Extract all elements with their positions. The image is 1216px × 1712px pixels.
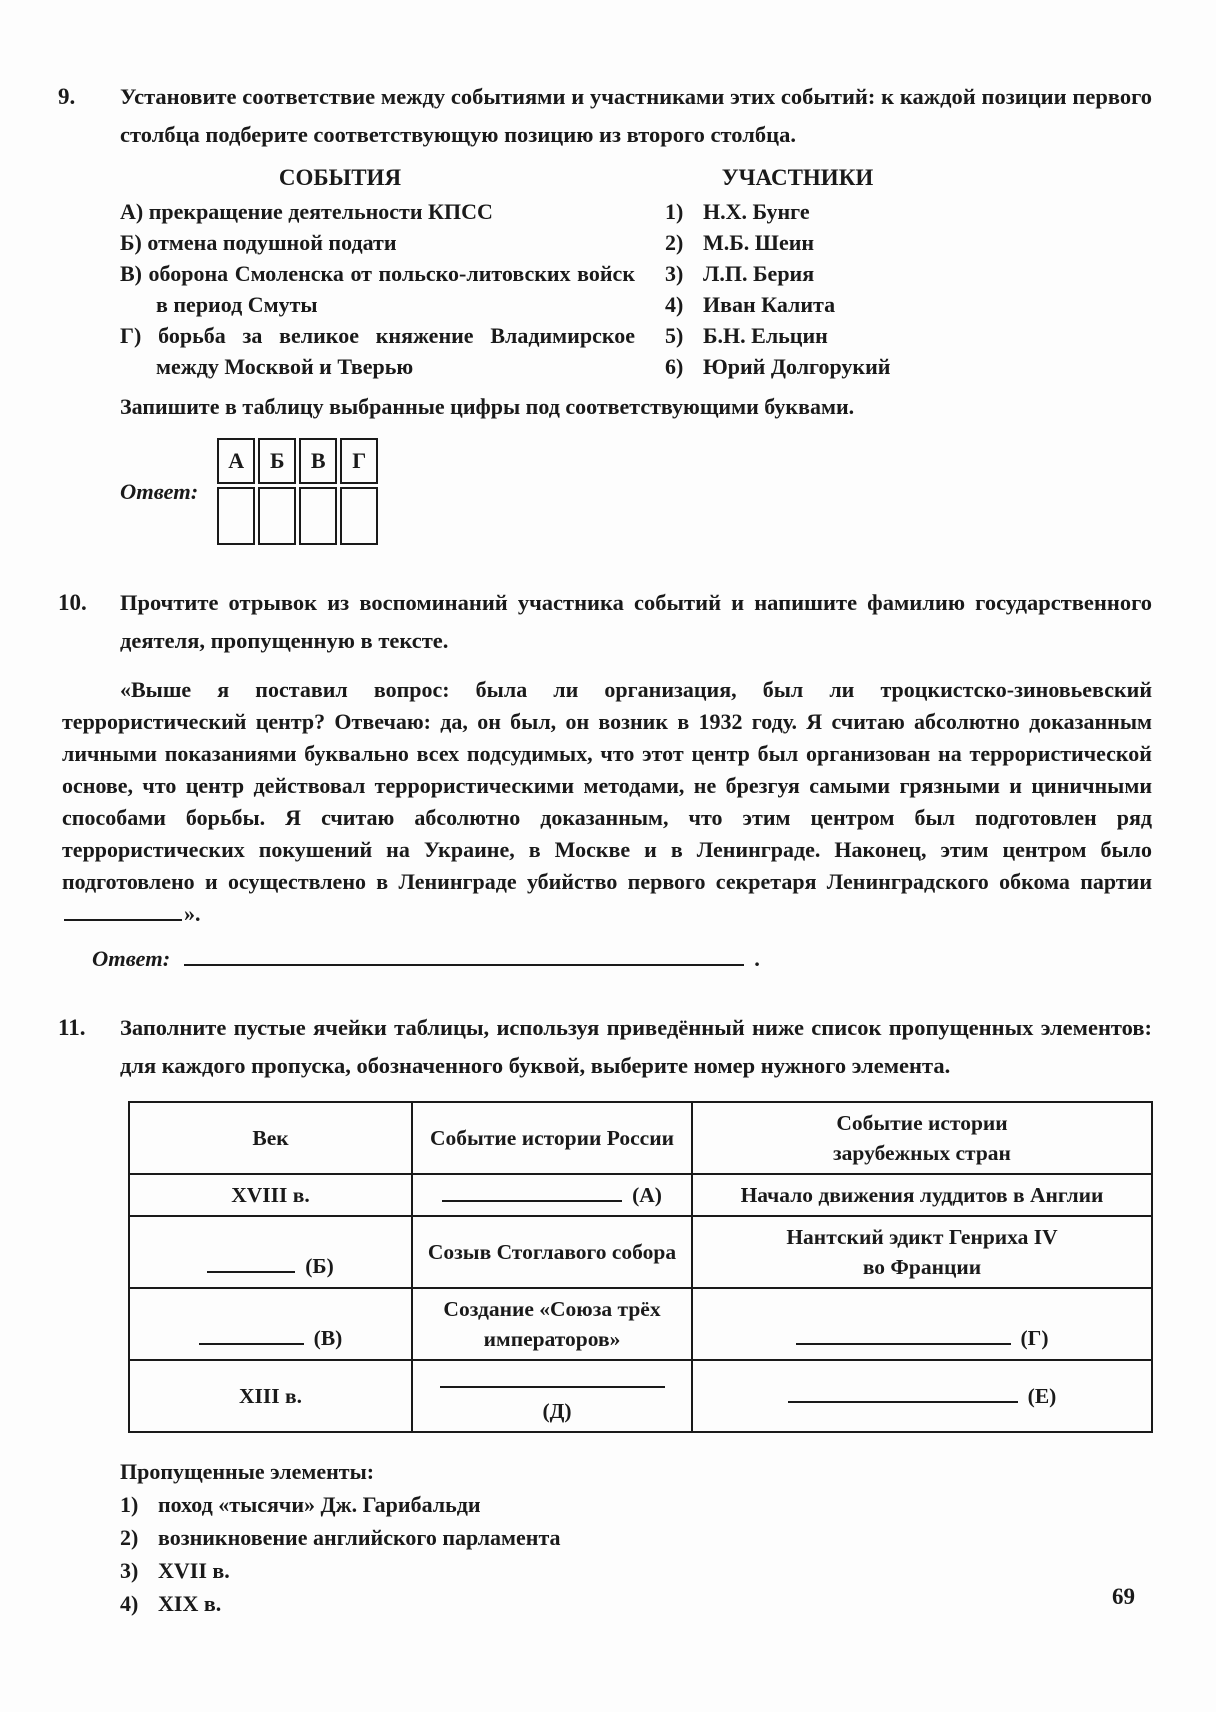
missing-element-item: 3) XVII в.	[120, 1554, 1152, 1587]
question-prompt: Заполните пустые ячейки таблицы, используя приведённый ниже список пропущенных элементов: для каждого пропуска, обозначенного буквой, выберите номер нужного элемента.	[120, 1015, 1152, 1078]
fill-blank	[442, 1183, 622, 1202]
missing-element-item: 1) поход «тысячи» Дж. Гарибальди	[120, 1488, 1152, 1521]
passage-closing: ».	[184, 901, 201, 926]
matching-columns	[120, 162, 1152, 382]
q11-table-body	[129, 1102, 1152, 1432]
participant-item: 1) Н.Х. Бунге	[665, 196, 930, 227]
answer-header-cell: В	[299, 438, 337, 484]
answer-empty-cell	[258, 487, 296, 545]
table-cell	[692, 1288, 1152, 1360]
table-row	[129, 1174, 1152, 1216]
answer-header-cell: А	[217, 438, 255, 484]
q9-answer-block	[120, 435, 1152, 548]
fill-blank	[207, 1254, 295, 1273]
fill-blank	[796, 1326, 1011, 1345]
event-item: Г) борьба за великое княжение Владимирское между Москвой и Тверью	[120, 323, 635, 379]
table-cell: Нантский эдикт Генриха IV во Франции	[692, 1216, 1152, 1288]
q10-answer-line	[92, 942, 1152, 975]
question-11	[58, 1009, 1152, 1620]
answer-empty-cell	[217, 487, 255, 545]
answer-header-row	[217, 438, 378, 484]
answer-blank	[184, 945, 744, 966]
table-cell	[129, 1288, 412, 1360]
participant-item: 3) Л.П. Берия	[665, 258, 930, 289]
answer-label: Ответ:	[120, 478, 199, 504]
event-item: Б) отмена подушной подати	[120, 230, 397, 255]
fill-blank	[199, 1326, 304, 1345]
passage-text: «Выше я поставил вопрос: была ли организация, был ли троцкистско-зиновьевский террористический центр? Отвечаю: да, он был, он возник в 1932 году. Я считаю абсолютно доказанным личными показаниями буквально всех подсудимых, что этот центр был организован на террористической основе, что центр действовал террористическими методами, не брезгуя самыми грязными и циничными способами борьбы. Я считаю абсолютно доказанным, что этим центром был подготовлен ряд террористических покушений на Украине, в Москве и в Ленинграде. Наконец, этим центром было подготовлено и осуществлено в Ленинграде убийство первого секретаря Ленинградского обкома партии	[62, 677, 1152, 894]
participant-item: 5) Б.Н. Ельцин	[665, 320, 930, 351]
answer-header-cell: Г	[340, 438, 378, 484]
item-marker: 6)	[665, 354, 684, 379]
table-cell	[129, 1216, 412, 1288]
fill-blank	[788, 1384, 1018, 1403]
table-cell	[412, 1174, 692, 1216]
missing-elements-title: Пропущенные элементы:	[120, 1459, 375, 1484]
blank-letter: (Б)	[305, 1254, 334, 1278]
fill-blank	[440, 1369, 665, 1388]
q9-answer-table	[214, 435, 381, 548]
table-cell: XVIII в.	[129, 1174, 412, 1216]
item-marker: Г)	[120, 323, 159, 348]
question-number: 9.	[58, 84, 76, 109]
table-header-cell: Событие истории зарубежных стран	[692, 1102, 1152, 1174]
item-marker: 3)	[120, 1558, 139, 1583]
item-marker: 4)	[665, 292, 684, 317]
item-marker: 5)	[665, 323, 684, 348]
question-prompt: Прочтите отрывок из воспоминаний участника событий и напишите фамилию государственного деятеля, пропущенную в тексте.	[120, 590, 1152, 653]
answer-empty-cell	[299, 487, 337, 545]
blank-letter: (Е)	[1027, 1384, 1057, 1408]
table-header-row	[129, 1102, 1152, 1174]
answer-empty-row	[217, 487, 378, 545]
source-passage	[62, 674, 1152, 930]
blank-letter: (В)	[313, 1326, 343, 1350]
passage-blank	[64, 900, 182, 921]
table-cell: Начало движения луддитов в Англии	[692, 1174, 1152, 1216]
blank-letter: (А)	[632, 1183, 662, 1207]
question-prompt: Установите соответствие между событиями и участниками этих событий: к каждой позиции первого столбца подберите соответствующую позицию из второго столбца.	[120, 84, 1152, 147]
table-row	[129, 1216, 1152, 1288]
event-item: В) оборона Смоленска от польско-литовских войск в период Смуты	[120, 261, 635, 317]
item-marker: 3)	[665, 261, 684, 286]
table-cell	[692, 1360, 1152, 1432]
answer-empty-cell	[340, 487, 378, 545]
table-row	[129, 1360, 1152, 1432]
item-marker: 2)	[120, 1525, 139, 1550]
question-9	[58, 78, 1152, 584]
table-cell: Созыв Стоглавого собора	[412, 1216, 692, 1288]
question-number: 11.	[58, 1015, 86, 1040]
participant-item: 4) Иван Калита	[665, 289, 930, 320]
table-header-cell: Событие истории России	[412, 1102, 692, 1174]
blank-letter: (Д)	[542, 1399, 572, 1423]
q9-participants-list	[665, 196, 930, 382]
table-cell	[412, 1360, 692, 1432]
event-item: А) прекращение деятельности КПСС	[120, 199, 493, 224]
item-marker: Б)	[120, 230, 148, 255]
item-marker: В)	[120, 261, 149, 286]
item-marker: 1)	[665, 199, 684, 224]
item-marker: 2)	[665, 230, 684, 255]
answer-header-cell: Б	[258, 438, 296, 484]
missing-element-item: 4) XIX в.	[120, 1587, 1152, 1620]
question-10	[58, 584, 1152, 1009]
participant-item: 2) М.Б. Шеин	[665, 227, 930, 258]
blank-letter: (Г)	[1020, 1326, 1049, 1350]
item-marker: 1)	[120, 1492, 139, 1517]
table-row	[129, 1288, 1152, 1360]
q9-events-list	[120, 196, 665, 382]
table-cell: XIII в.	[129, 1360, 412, 1432]
table-header-cell: Век	[129, 1102, 412, 1174]
answer-label: Ответ:	[92, 946, 171, 971]
answer-suffix: .	[754, 946, 760, 971]
item-marker: А)	[120, 199, 149, 224]
question-number: 10.	[58, 590, 87, 615]
participant-item: 6) Юрий Долгорукий	[665, 351, 930, 382]
write-note: Запишите в таблицу выбранные цифры под соответствующими буквами.	[120, 394, 855, 419]
events-column-header: СОБЫТИЯ	[278, 165, 402, 190]
page-number: 69	[1112, 1584, 1135, 1609]
q11-fill-table	[128, 1101, 1153, 1433]
q11-missing-list	[120, 1488, 1152, 1620]
table-cell: Создание «Союза трёх императоров»	[412, 1288, 692, 1360]
missing-element-item: 2) возникновение английского парламента	[120, 1521, 1152, 1554]
item-marker: 4)	[120, 1591, 139, 1616]
participants-column-header: УЧАСТНИКИ	[721, 165, 874, 190]
